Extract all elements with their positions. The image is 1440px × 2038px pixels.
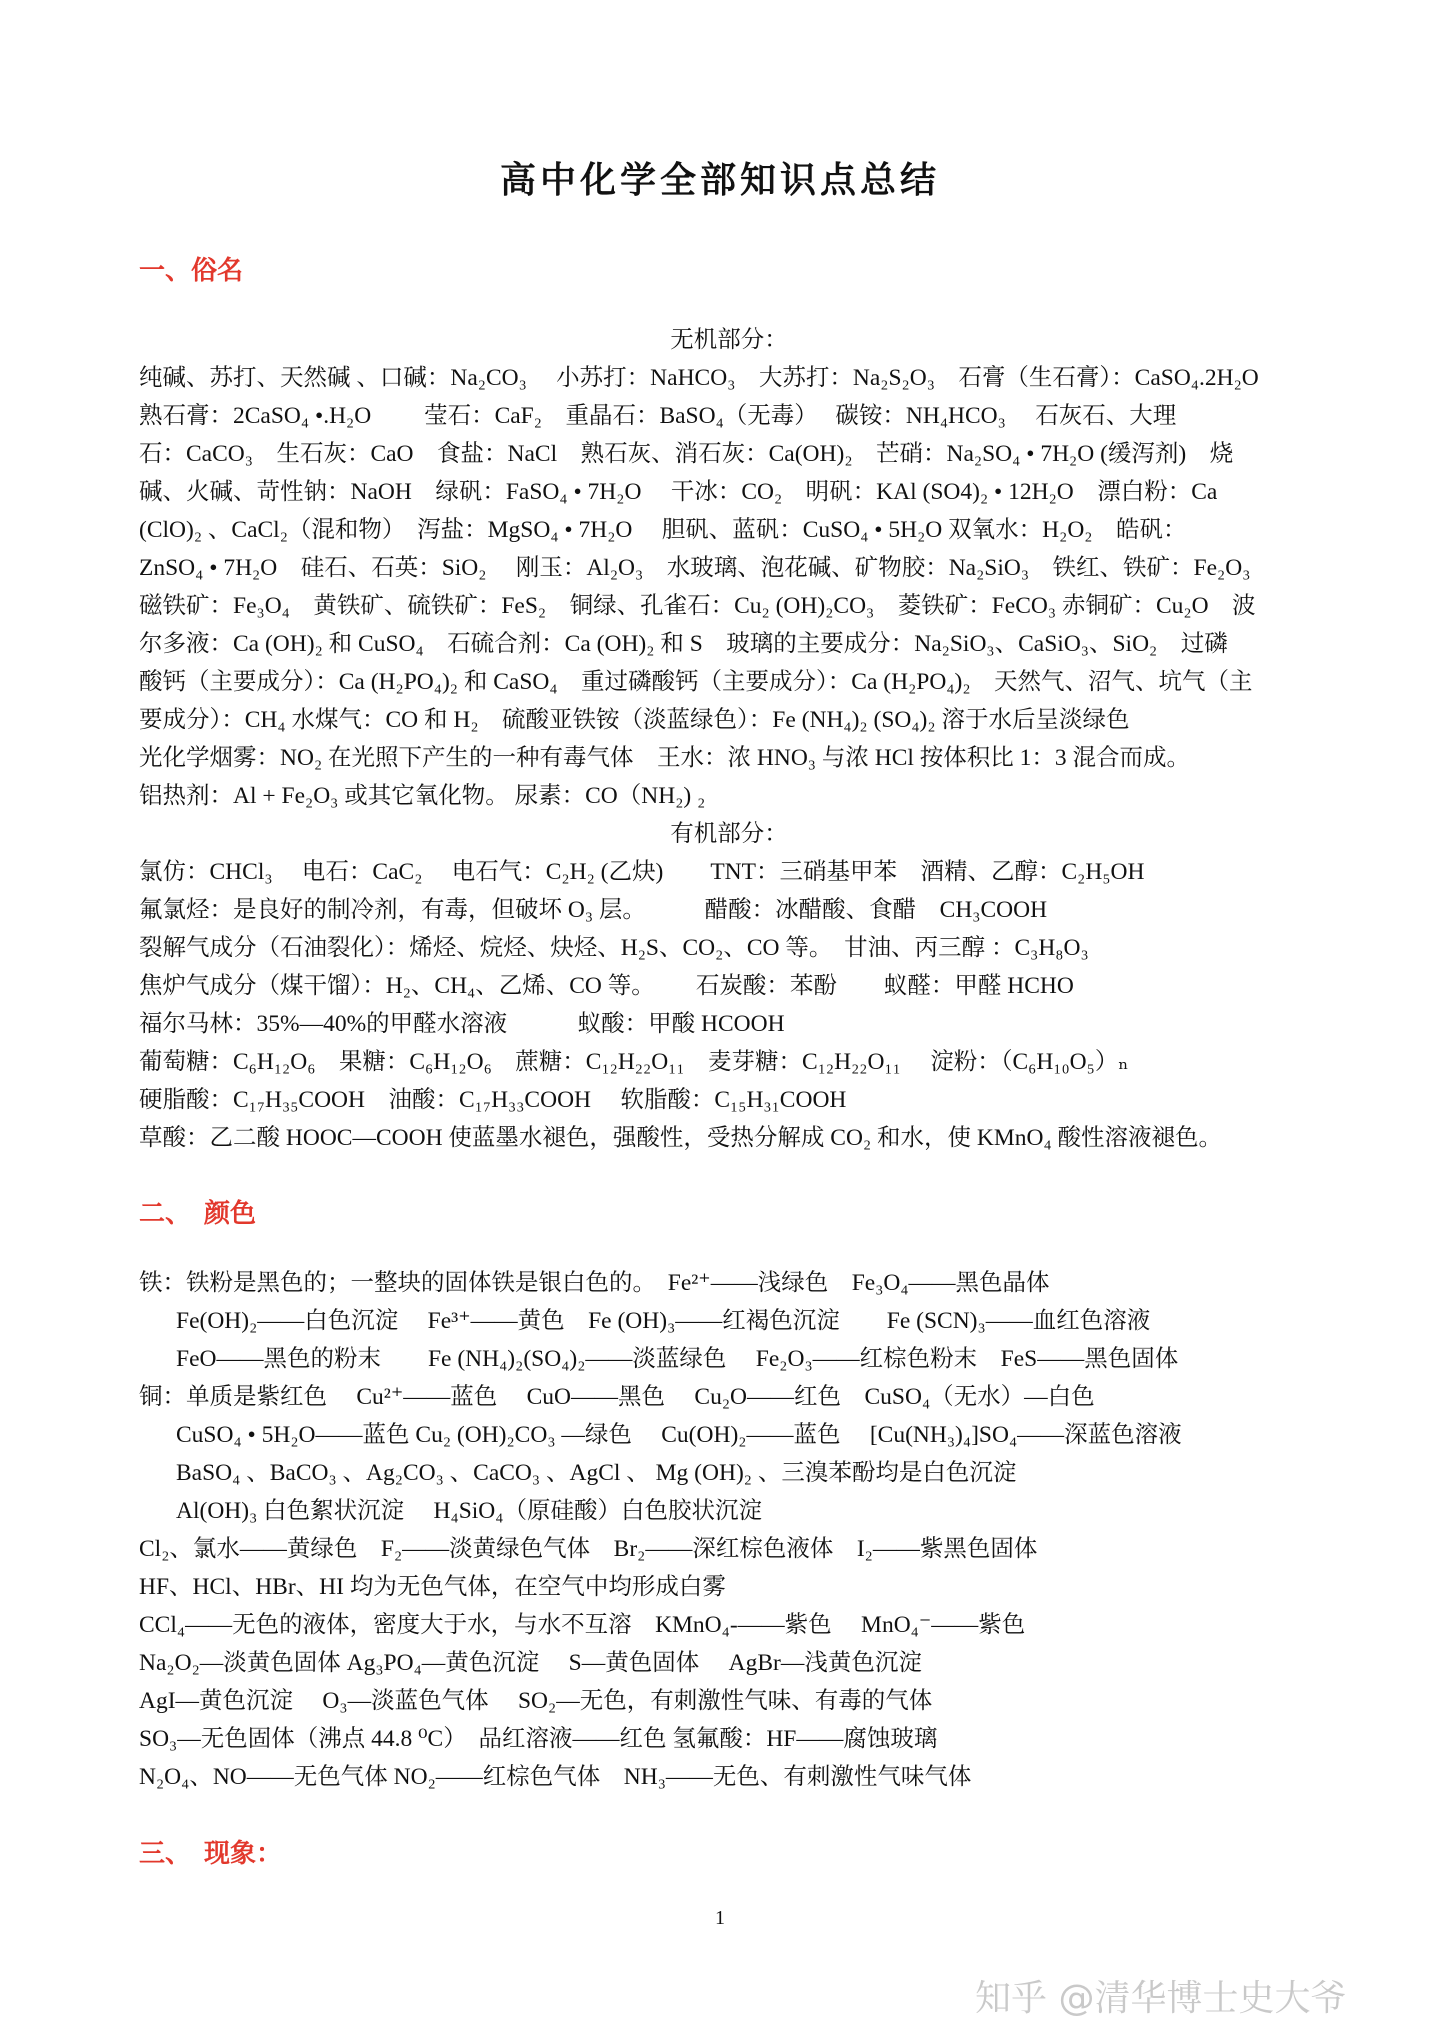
text-line: 磁铁矿：Fe₃O₄ 黄铁矿、硫铁矿：FeS₂ 铜绿、孔雀石：Cu₂ (OH)₂CO₃ 菱铁矿：FeCO₃ 赤铜矿：Cu₂O 波 — [139, 593, 1256, 619]
text-line: AgI—黄色沉淀 O₃—淡蓝色气体 SO₂—无色，有刺激性气味、有毒的气体 — [139, 1688, 933, 1714]
organic-subtitle: 有机部分： — [670, 821, 788, 847]
section-heading-colors: 二、 颜色 — [139, 1199, 257, 1228]
text-line: Na₂O₂—淡黄色固体 Ag₃PO₄—黄色沉淀 S—黄色固体 AgBr—浅黄色沉淀 — [139, 1650, 922, 1676]
text-line: 铁：铁粉是黑色的；一整块的固体铁是银白色的。 Fe²⁺——浅绿色 Fe₃O₄——黑色晶体 — [139, 1270, 1050, 1296]
colors-section — [139, 1264, 1319, 1796]
text-line: 要成分）：CH₄ 水煤气：CO 和 H₂ 硫酸亚铁铵（淡蓝绿色）：Fe (NH₄)₂ (SO₄)₂ 溶于水后呈淡绿色 — [139, 707, 1130, 733]
watermark: 知乎 @清华博士史大爷 — [975, 1978, 1347, 2019]
text-line: 氟氯烃：是良好的制冷剂，有毒，但破坏 O₃ 层。 醋酸：冰醋酸、食醋 CH₃COOH — [139, 897, 1048, 923]
text-line: SO₃—无色固体（沸点 44.8 ⁰C） 品红溶液——红色 氢氟酸：HF——腐蚀玻璃 — [139, 1726, 938, 1752]
text-line: 酸钙（主要成分）：Ca (H₂PO₄)₂ 和 CaSO₄ 重过磷酸钙（主要成分）：Ca (H₂PO₄)₂ 天然气、沼气、坑气（主 — [139, 669, 1253, 695]
text-line: FeO——黑色的粉末 Fe (NH₄)₂(SO₄)₂——淡蓝绿色 Fe₂O₃——红棕色粉末 FeS——黑色固体 — [176, 1346, 1179, 1372]
text-line: ZnSO₄ • 7H₂O 硅石、石英：SiO₂ 刚玉：Al₂O₃ 水玻璃、泡花碱、矿物胶：Na₂SiO₃ 铁红、铁矿：Fe₂O₃ — [139, 555, 1251, 581]
text-line: BaSO₄ 、BaCO₃ 、Ag₂CO₃ 、CaCO₃ 、AgCl 、 Mg (OH)₂ 、三溴苯酚均是白色沉淀 — [176, 1460, 1017, 1486]
text-line: 硬脂酸：C₁₇H₃₅COOH 油酸：C₁₇H₃₃COOH 软脂酸：C₁₅H₃₁COOH — [139, 1087, 847, 1113]
text-line: 碱、火碱、苛性钠：NaOH 绿矾：FaSO₄ • 7H₂O 干冰：CO₂ 明矾：KAl (SO4)₂ • 12H₂O 漂白粉：Ca — [139, 479, 1218, 505]
text-line: 石：CaCO₃ 生石灰：CaO 食盐：NaCl 熟石灰、消石灰：Ca(OH)₂ 芒硝：Na₂SO₄ • 7H₂O (缓泻剂) 烧 — [139, 441, 1234, 467]
text-line: 铜：单质是紫红色 Cu²⁺——蓝色 CuO——黑色 Cu₂O——红色 CuSO₄（无水）—白色 — [139, 1384, 1095, 1410]
text-line: 光化学烟雾：NO₂ 在光照下产生的一种有毒气体 王水：浓 HNO₃ 与浓 HCl 按体积比 1：3 混合而成。 — [139, 745, 1191, 771]
text-line: 铝热剂：Al + Fe₂O₃ 或其它氧化物。 尿素：CO（NH₂) ₂ — [139, 783, 706, 809]
text-line: 氯仿：CHCl₃ 电石：CaC₂ 电石气：C₂H₂ (乙炔) TNT：三硝基甲苯 酒精、乙醇：C₂H₅OH — [139, 859, 1145, 885]
section-heading-common-names: 一、俗名 — [139, 256, 244, 285]
section-heading-phenomena: 三、 现象： — [139, 1839, 283, 1868]
text-line: (ClO)₂ 、CaCl₂（混和物） 泻盐：MgSO₄ • 7H₂O 胆矾、蓝矾：CuSO₄ • 5H₂O 双氧水：H₂O₂ 皓矾： — [139, 517, 1187, 543]
organic-section — [139, 815, 1319, 1157]
text-line: Cl₂、氯水——黄绿色 F₂——淡黄绿色气体 Br₂——深红棕色液体 I₂——紫黑色固体 — [139, 1536, 1038, 1562]
text-line: 福尔马林：35%—40%的甲醛水溶液 蚁酸：甲酸 HCOOH — [139, 1011, 785, 1037]
text-line: 裂解气成分（石油裂化）：烯烃、烷烃、炔烃、H₂S、CO₂、CO 等。 甘油、丙三醇 ：C₃H₈O₃ — [139, 935, 1089, 961]
text-line: HF、HCl、HBr、HI 均为无色气体，在空气中均形成白雾 — [139, 1574, 726, 1600]
text-line: 葡萄糖：C₆H₁₂O₆ 果糖：C₆H₁₂O₆ 蔗糖：C₁₂H₂₂O₁₁ 麦芽糖：C₁₂H₂₂O₁₁ 淀粉：（C₆H₁₀O₅）ₙ — [139, 1049, 1129, 1075]
text-line: 熟石膏：2CaSO₄ •.H₂O 莹石：CaF₂ 重晶石：BaSO₄（无毒） 碳铵：NH₄HCO₃ 石灰石、大理 — [139, 403, 1177, 429]
text-line: 纯碱、苏打、天然碱 、口碱：Na₂CO₃ 小苏打：NaHCO₃ 大苏打：Na₂S₂O₃ 石膏（生石膏）：CaSO₄.2H₂O — [139, 365, 1259, 391]
document-title: 高中化学全部知识点总结 — [499, 160, 940, 200]
text-line: Al(OH)₃ 白色絮状沉淀 H₄SiO₄（原硅酸）白色胶状沉淀 — [176, 1498, 762, 1524]
text-line: Fe(OH)₂——白色沉淀 Fe³⁺——黄色 Fe (OH)₃——红褐色沉淀 Fe (SCN)₃——血红色溶液 — [176, 1308, 1151, 1334]
text-line: CCl₄——无色的液体，密度大于水，与水不互溶 KMnO₄-——紫色 MnO₄⁻——紫色 — [139, 1612, 1026, 1638]
text-line: 草酸：乙二酸 HOOC—COOH 使蓝墨水褪色，强酸性，受热分解成 CO₂ 和水，使 KMnO₄ 酸性溶液褪色。 — [139, 1125, 1223, 1151]
text-line: N₂O₄、NO——无色气体 NO₂——红棕色气体 NH₃——无色、有刺激性气味气体 — [139, 1764, 972, 1790]
text-line: 焦炉气成分（煤干馏）：H₂、CH₄、乙烯、CO 等。 石炭酸：苯酚 蚁醛：甲醛 HCHO — [139, 973, 1074, 999]
text-line: CuSO₄ • 5H₂O——蓝色 Cu₂ (OH)₂CO₃ —绿色 Cu(OH)₂——蓝色 [Cu(NH₃)₄]SO₄——深蓝色溶液 — [176, 1422, 1182, 1448]
page-number: 1 — [715, 1907, 725, 1929]
inorganic-section — [139, 321, 1319, 815]
text-line: 尔多液：Ca (OH)₂ 和 CuSO₄ 石硫合剂：Ca (OH)₂ 和 S 玻璃的主要成分：Na₂SiO₃、CaSiO₃、SiO₂ 过磷 — [139, 631, 1228, 657]
inorganic-subtitle: 无机部分： — [670, 327, 788, 353]
